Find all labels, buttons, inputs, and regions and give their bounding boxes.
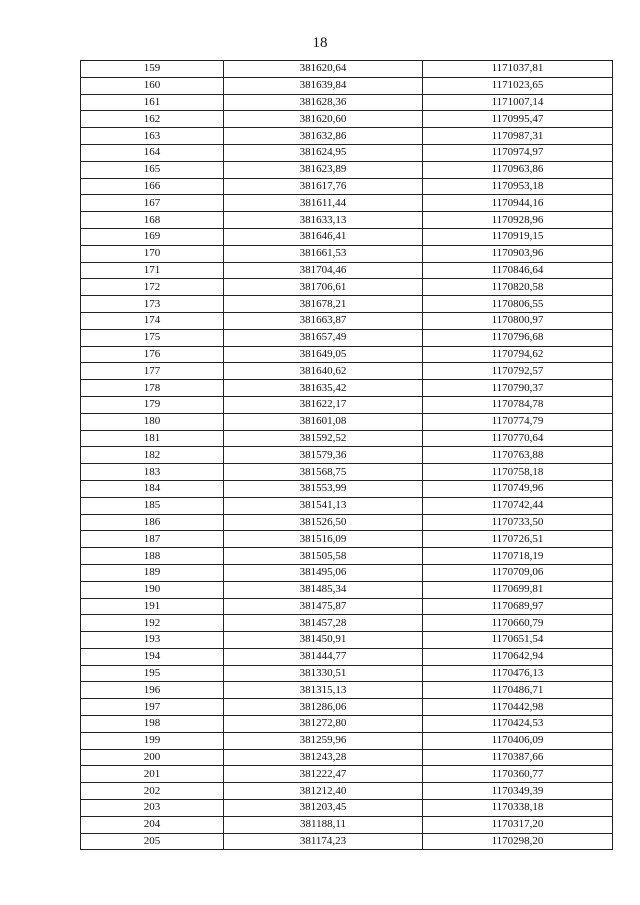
point-number-cell: 193 xyxy=(81,632,224,649)
point-number-cell: 170 xyxy=(81,245,224,262)
y-coordinate-cell: 1170749,96 xyxy=(423,480,613,497)
x-coordinate-cell: 381541,13 xyxy=(224,497,423,514)
y-coordinate-cell: 1170763,88 xyxy=(423,447,613,464)
y-coordinate-cell: 1170944,16 xyxy=(423,195,613,212)
point-number-cell: 200 xyxy=(81,749,224,766)
table-row xyxy=(81,632,613,649)
point-number-cell: 180 xyxy=(81,413,224,430)
x-coordinate-cell: 381330,51 xyxy=(224,665,423,682)
point-number-cell: 171 xyxy=(81,262,224,279)
y-coordinate-cell: 1170806,55 xyxy=(423,296,613,313)
point-number-cell: 199 xyxy=(81,732,224,749)
page-number: 18 xyxy=(312,35,328,51)
x-coordinate-cell: 381568,75 xyxy=(224,464,423,481)
table-row xyxy=(81,430,613,447)
y-coordinate-cell: 1170774,79 xyxy=(423,413,613,430)
x-coordinate-cell: 381475,87 xyxy=(224,598,423,615)
x-coordinate-cell: 381495,06 xyxy=(224,564,423,581)
table-row xyxy=(81,144,613,161)
x-coordinate-cell: 381188,11 xyxy=(224,816,423,833)
table-row xyxy=(81,783,613,800)
point-number-cell: 197 xyxy=(81,699,224,716)
table-row xyxy=(81,682,613,699)
x-coordinate-cell: 381444,77 xyxy=(224,648,423,665)
table-row xyxy=(81,94,613,111)
table-row xyxy=(81,716,613,733)
table-row xyxy=(81,699,613,716)
x-coordinate-cell: 381222,47 xyxy=(224,766,423,783)
x-coordinate-cell: 381663,87 xyxy=(224,312,423,329)
point-number-cell: 203 xyxy=(81,800,224,817)
y-coordinate-cell: 1170928,96 xyxy=(423,212,613,229)
y-coordinate-cell: 1170995,47 xyxy=(423,111,613,128)
table-row xyxy=(81,531,613,548)
x-coordinate-cell: 381592,52 xyxy=(224,430,423,447)
point-number-cell: 185 xyxy=(81,497,224,514)
x-coordinate-cell: 381706,61 xyxy=(224,279,423,296)
x-coordinate-cell: 381678,21 xyxy=(224,296,423,313)
point-number-cell: 201 xyxy=(81,766,224,783)
y-coordinate-cell: 1171037,81 xyxy=(423,61,613,78)
x-coordinate-cell: 381646,41 xyxy=(224,228,423,245)
point-number-cell: 188 xyxy=(81,548,224,565)
y-coordinate-cell: 1170360,77 xyxy=(423,766,613,783)
y-coordinate-cell: 1170338,18 xyxy=(423,800,613,817)
x-coordinate-cell: 381623,89 xyxy=(224,161,423,178)
y-coordinate-cell: 1170770,64 xyxy=(423,430,613,447)
point-number-cell: 189 xyxy=(81,564,224,581)
x-coordinate-cell: 381203,45 xyxy=(224,800,423,817)
y-coordinate-cell: 1170726,51 xyxy=(423,531,613,548)
x-coordinate-cell: 381640,62 xyxy=(224,363,423,380)
y-coordinate-cell: 1170709,06 xyxy=(423,564,613,581)
point-number-cell: 175 xyxy=(81,329,224,346)
point-number-cell: 165 xyxy=(81,161,224,178)
point-number-cell: 198 xyxy=(81,716,224,733)
point-number-cell: 187 xyxy=(81,531,224,548)
point-number-cell: 174 xyxy=(81,312,224,329)
y-coordinate-cell: 1170651,54 xyxy=(423,632,613,649)
y-coordinate-cell: 1170476,13 xyxy=(423,665,613,682)
y-coordinate-cell: 1170794,62 xyxy=(423,346,613,363)
point-number-cell: 172 xyxy=(81,279,224,296)
point-number-cell: 162 xyxy=(81,111,224,128)
coordinates-table-body xyxy=(81,61,613,850)
table-row xyxy=(81,296,613,313)
table-row xyxy=(81,111,613,128)
x-coordinate-cell: 381505,58 xyxy=(224,548,423,565)
point-number-cell: 186 xyxy=(81,514,224,531)
x-coordinate-cell: 381601,08 xyxy=(224,413,423,430)
point-number-cell: 166 xyxy=(81,178,224,195)
point-number-cell: 195 xyxy=(81,665,224,682)
x-coordinate-cell: 381635,42 xyxy=(224,380,423,397)
x-coordinate-cell: 381579,36 xyxy=(224,447,423,464)
y-coordinate-cell: 1170387,66 xyxy=(423,749,613,766)
table-row xyxy=(81,245,613,262)
x-coordinate-cell: 381617,76 xyxy=(224,178,423,195)
x-coordinate-cell: 381174,23 xyxy=(224,833,423,850)
y-coordinate-cell: 1170349,39 xyxy=(423,783,613,800)
x-coordinate-cell: 381620,64 xyxy=(224,61,423,78)
y-coordinate-cell: 1170298,20 xyxy=(423,833,613,850)
point-number-cell: 183 xyxy=(81,464,224,481)
y-coordinate-cell: 1170758,18 xyxy=(423,464,613,481)
point-number-cell: 164 xyxy=(81,144,224,161)
point-number-cell: 168 xyxy=(81,212,224,229)
x-coordinate-cell: 381272,80 xyxy=(224,716,423,733)
point-number-cell: 160 xyxy=(81,77,224,94)
x-coordinate-cell: 381657,49 xyxy=(224,329,423,346)
point-number-cell: 182 xyxy=(81,447,224,464)
x-coordinate-cell: 381704,46 xyxy=(224,262,423,279)
x-coordinate-cell: 381628,36 xyxy=(224,94,423,111)
y-coordinate-cell: 1170689,97 xyxy=(423,598,613,615)
x-coordinate-cell: 381553,99 xyxy=(224,480,423,497)
table-row xyxy=(81,665,613,682)
x-coordinate-cell: 381632,86 xyxy=(224,128,423,145)
table-row xyxy=(81,363,613,380)
point-number-cell: 194 xyxy=(81,648,224,665)
point-number-cell: 196 xyxy=(81,682,224,699)
table-row xyxy=(81,128,613,145)
table-row xyxy=(81,178,613,195)
table-row xyxy=(81,279,613,296)
y-coordinate-cell: 1170406,09 xyxy=(423,732,613,749)
table-row xyxy=(81,161,613,178)
point-number-cell: 167 xyxy=(81,195,224,212)
table-row xyxy=(81,447,613,464)
table-row xyxy=(81,833,613,850)
x-coordinate-cell: 381620,60 xyxy=(224,111,423,128)
point-number-cell: 205 xyxy=(81,833,224,850)
y-coordinate-cell: 1170963,86 xyxy=(423,161,613,178)
point-number-cell: 181 xyxy=(81,430,224,447)
y-coordinate-cell: 1170800,97 xyxy=(423,312,613,329)
table-row xyxy=(81,262,613,279)
table-row xyxy=(81,312,613,329)
point-number-cell: 204 xyxy=(81,816,224,833)
y-coordinate-cell: 1170796,68 xyxy=(423,329,613,346)
y-coordinate-cell: 1170660,79 xyxy=(423,615,613,632)
y-coordinate-cell: 1170953,18 xyxy=(423,178,613,195)
table-row xyxy=(81,480,613,497)
table-row xyxy=(81,749,613,766)
table-row xyxy=(81,195,613,212)
table-row xyxy=(81,514,613,531)
y-coordinate-cell: 1170699,81 xyxy=(423,581,613,598)
x-coordinate-cell: 381649,05 xyxy=(224,346,423,363)
point-number-cell: 184 xyxy=(81,480,224,497)
x-coordinate-cell: 381633,13 xyxy=(224,212,423,229)
x-coordinate-cell: 381457,28 xyxy=(224,615,423,632)
table-row xyxy=(81,766,613,783)
table-row xyxy=(81,732,613,749)
y-coordinate-cell: 1170784,78 xyxy=(423,396,613,413)
y-coordinate-cell: 1170317,20 xyxy=(423,816,613,833)
x-coordinate-cell: 381485,34 xyxy=(224,581,423,598)
y-coordinate-cell: 1170642,94 xyxy=(423,648,613,665)
x-coordinate-cell: 381624,95 xyxy=(224,144,423,161)
table-row xyxy=(81,380,613,397)
table-row xyxy=(81,497,613,514)
point-number-cell: 161 xyxy=(81,94,224,111)
coordinates-table xyxy=(80,60,613,850)
y-coordinate-cell: 1170846,64 xyxy=(423,262,613,279)
y-coordinate-cell: 1170919,15 xyxy=(423,228,613,245)
point-number-cell: 190 xyxy=(81,581,224,598)
x-coordinate-cell: 381639,84 xyxy=(224,77,423,94)
x-coordinate-cell: 381526,50 xyxy=(224,514,423,531)
table-row xyxy=(81,581,613,598)
x-coordinate-cell: 381286,06 xyxy=(224,699,423,716)
table-row xyxy=(81,548,613,565)
x-coordinate-cell: 381315,13 xyxy=(224,682,423,699)
y-coordinate-cell: 1170442,98 xyxy=(423,699,613,716)
point-number-cell: 176 xyxy=(81,346,224,363)
y-coordinate-cell: 1170733,50 xyxy=(423,514,613,531)
point-number-cell: 163 xyxy=(81,128,224,145)
y-coordinate-cell: 1170486,71 xyxy=(423,682,613,699)
point-number-cell: 202 xyxy=(81,783,224,800)
table-row xyxy=(81,346,613,363)
table-row xyxy=(81,413,613,430)
y-coordinate-cell: 1170718,19 xyxy=(423,548,613,565)
table-row xyxy=(81,212,613,229)
y-coordinate-cell: 1170742,44 xyxy=(423,497,613,514)
y-coordinate-cell: 1170987,31 xyxy=(423,128,613,145)
point-number-cell: 191 xyxy=(81,598,224,615)
table-row xyxy=(81,615,613,632)
x-coordinate-cell: 381622,17 xyxy=(224,396,423,413)
point-number-cell: 159 xyxy=(81,61,224,78)
table-row xyxy=(81,396,613,413)
y-coordinate-cell: 1170792,57 xyxy=(423,363,613,380)
table-row xyxy=(81,61,613,78)
y-coordinate-cell: 1170903,96 xyxy=(423,245,613,262)
table-row xyxy=(81,329,613,346)
point-number-cell: 192 xyxy=(81,615,224,632)
x-coordinate-cell: 381243,28 xyxy=(224,749,423,766)
x-coordinate-cell: 381516,09 xyxy=(224,531,423,548)
y-coordinate-cell: 1171007,14 xyxy=(423,94,613,111)
table-row xyxy=(81,564,613,581)
table-row xyxy=(81,77,613,94)
x-coordinate-cell: 381259,96 xyxy=(224,732,423,749)
y-coordinate-cell: 1170790,37 xyxy=(423,380,613,397)
table-row xyxy=(81,228,613,245)
point-number-cell: 169 xyxy=(81,228,224,245)
y-coordinate-cell: 1170424,53 xyxy=(423,716,613,733)
table-row xyxy=(81,648,613,665)
y-coordinate-cell: 1170974,97 xyxy=(423,144,613,161)
x-coordinate-cell: 381450,91 xyxy=(224,632,423,649)
point-number-cell: 177 xyxy=(81,363,224,380)
x-coordinate-cell: 381661,53 xyxy=(224,245,423,262)
x-coordinate-cell: 381212,40 xyxy=(224,783,423,800)
table-row xyxy=(81,800,613,817)
table-row xyxy=(81,464,613,481)
point-number-cell: 178 xyxy=(81,380,224,397)
point-number-cell: 179 xyxy=(81,396,224,413)
y-coordinate-cell: 1170820,58 xyxy=(423,279,613,296)
point-number-cell: 173 xyxy=(81,296,224,313)
table-row xyxy=(81,816,613,833)
y-coordinate-cell: 1171023,65 xyxy=(423,77,613,94)
x-coordinate-cell: 381611,44 xyxy=(224,195,423,212)
table-row xyxy=(81,598,613,615)
